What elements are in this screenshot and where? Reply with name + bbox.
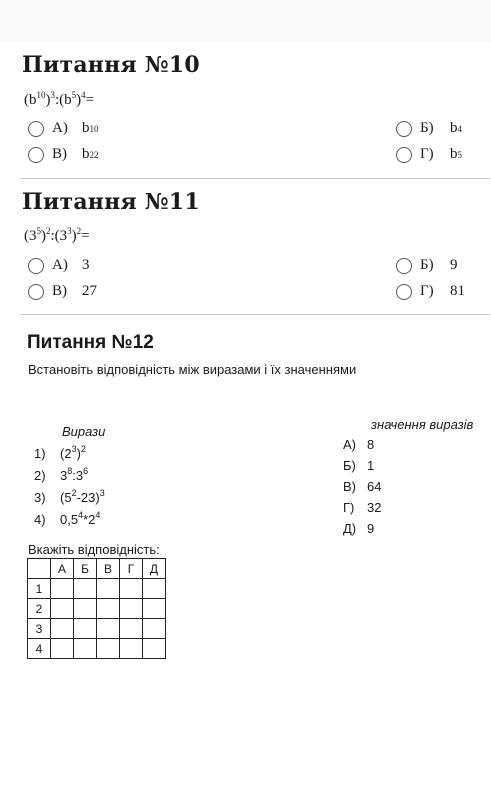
table-row xyxy=(28,639,166,659)
question-12-instruction: Встановіть відповідність між виразами і їх значеннями xyxy=(28,362,357,377)
answer-cell[interactable] xyxy=(97,579,120,599)
answer-cell[interactable] xyxy=(120,599,143,619)
expr-part: :(3 xyxy=(50,228,68,244)
option-letter: А) xyxy=(52,120,68,136)
expr-part: ) xyxy=(45,92,51,108)
option-base: b xyxy=(82,120,90,136)
option-letter: Г) xyxy=(420,283,434,299)
option-letter: В) xyxy=(52,283,67,299)
table-row xyxy=(28,599,166,619)
expr-exponent: 5 xyxy=(71,90,77,100)
q10-option-g[interactable]: Г) b 5 xyxy=(396,146,462,163)
table-row xyxy=(28,619,166,639)
value-row xyxy=(343,479,381,494)
answer-cell[interactable] xyxy=(143,619,166,639)
expr-exponent: 4 xyxy=(81,90,86,100)
expression-row xyxy=(34,490,105,505)
expression-number: 1) xyxy=(34,446,46,461)
answer-cell[interactable] xyxy=(51,579,74,599)
expr-exponent: 4 xyxy=(95,510,101,520)
expr-part: (2 xyxy=(60,446,72,461)
divider xyxy=(20,314,490,315)
table-corner-cell xyxy=(28,559,51,579)
expression xyxy=(60,490,105,505)
q11-option-b[interactable] xyxy=(396,257,458,274)
answer-cell[interactable] xyxy=(74,579,97,599)
question-12-title: Питання №12 xyxy=(27,332,154,353)
answer-cell[interactable] xyxy=(120,619,143,639)
value-letter: В) xyxy=(343,479,356,494)
value-letter: А) xyxy=(343,437,356,452)
answer-cell[interactable] xyxy=(120,639,143,659)
expr-exponent: 2 xyxy=(80,444,86,454)
expr-exponent: 2 xyxy=(76,226,82,236)
q10-option-b[interactable]: Б) b 4 xyxy=(396,120,462,137)
option-value: 3 xyxy=(82,257,90,273)
expr-exponent: 3 xyxy=(99,488,105,498)
option-letter: Б) xyxy=(420,257,434,273)
expr-part: -23) xyxy=(76,490,100,505)
radio-circle-icon[interactable] xyxy=(28,147,44,163)
table-header-cell: Д xyxy=(143,559,166,579)
table-header-cell: В xyxy=(97,559,120,579)
answer-cell[interactable] xyxy=(143,599,166,619)
expression-number: 4) xyxy=(34,512,46,527)
answer-cell[interactable] xyxy=(74,619,97,639)
radio-circle-icon[interactable] xyxy=(396,121,412,137)
radio-circle-icon[interactable] xyxy=(28,258,44,274)
expression-row xyxy=(34,468,88,483)
value-row xyxy=(343,437,374,452)
expression xyxy=(60,512,100,527)
radio-circle-icon[interactable] xyxy=(396,147,412,163)
table-header-cell: Б xyxy=(74,559,97,579)
expr-part: (b xyxy=(24,92,37,108)
expression xyxy=(60,446,86,461)
answer-table xyxy=(27,558,166,659)
value-number: 32 xyxy=(367,500,382,515)
question-11-title: Питання №11 xyxy=(22,189,200,215)
expr-part: = xyxy=(81,228,90,244)
answer-cell[interactable] xyxy=(120,579,143,599)
expr-exponent: 8 xyxy=(67,466,73,476)
expr-part: (3 xyxy=(24,228,37,244)
expr-exponent: 6 xyxy=(83,466,89,476)
option-letter: Б) xyxy=(420,120,434,136)
expr-part: (5 xyxy=(60,490,72,505)
option-letter: А) xyxy=(52,257,68,273)
top-band xyxy=(0,0,491,42)
q11-option-a[interactable] xyxy=(28,257,90,274)
expr-part: = xyxy=(85,92,95,108)
q11-option-v[interactable] xyxy=(28,283,97,300)
expression-row xyxy=(34,512,100,527)
answer-cell[interactable] xyxy=(97,599,120,619)
values-header: значення виразів xyxy=(371,417,474,432)
value-letter: Г) xyxy=(343,500,355,515)
answer-cell[interactable] xyxy=(51,619,74,639)
expr-part: ) xyxy=(76,92,82,108)
value-row xyxy=(343,500,381,515)
value-letter: Б) xyxy=(343,458,356,473)
question-11-expression xyxy=(24,228,90,245)
question-10-expression xyxy=(24,92,94,109)
answer-cell[interactable] xyxy=(74,599,97,619)
expression-row xyxy=(34,446,86,461)
option-letter: Г) xyxy=(420,146,434,162)
option-value: 9 xyxy=(450,257,458,273)
option-base: b xyxy=(450,120,458,136)
radio-circle-icon[interactable] xyxy=(28,284,44,300)
value-letter: Д) xyxy=(343,521,357,536)
expr-part: ) xyxy=(71,228,77,244)
table-row-label: 4 xyxy=(28,639,51,659)
expression xyxy=(60,468,88,483)
expressions-header: Вирази xyxy=(62,424,106,439)
answer-cell[interactable] xyxy=(97,639,120,659)
radio-circle-icon[interactable] xyxy=(28,121,44,137)
option-base: b xyxy=(82,146,90,162)
table-row-label: 1 xyxy=(28,579,51,599)
value-number: 1 xyxy=(367,458,375,473)
table-header-cell: Г xyxy=(120,559,143,579)
expr-part: :(b xyxy=(55,92,72,108)
expr-exponent: 3 xyxy=(71,444,77,454)
value-row xyxy=(343,458,374,473)
answer-cell[interactable] xyxy=(143,639,166,659)
table-header-cell: А xyxy=(51,559,74,579)
expr-exponent: 4 xyxy=(78,510,84,520)
expr-part: ) xyxy=(41,228,46,244)
answer-cell[interactable] xyxy=(51,639,74,659)
expression-number: 2) xyxy=(34,468,46,483)
q10-option-a[interactable]: А) b 10 xyxy=(28,120,99,137)
q10-option-v[interactable]: В) b 22 xyxy=(28,146,99,163)
answer-label: Вкажіть відповідність: xyxy=(28,542,160,557)
radio-circle-icon[interactable] xyxy=(396,258,412,274)
radio-circle-icon[interactable] xyxy=(396,284,412,300)
value-number: 9 xyxy=(367,521,375,536)
expr-exponent: 10 xyxy=(36,90,46,100)
answer-cell[interactable] xyxy=(97,619,120,639)
question-10-title: Питання №10 xyxy=(22,52,200,78)
answer-cell[interactable] xyxy=(74,639,97,659)
expr-part: :3 xyxy=(72,468,84,483)
value-row xyxy=(343,521,374,536)
expr-exponent: 2 xyxy=(46,226,51,236)
q11-option-g[interactable] xyxy=(396,283,465,300)
option-base: b xyxy=(450,146,458,162)
expr-part: ) xyxy=(76,446,81,461)
option-letter: В) xyxy=(52,146,67,162)
expr-exponent: 3 xyxy=(67,226,72,236)
expr-exponent: 2 xyxy=(71,488,77,498)
answer-cell[interactable] xyxy=(143,579,166,599)
answer-cell[interactable] xyxy=(51,599,74,619)
table-row xyxy=(28,579,166,599)
expr-part: 0,5 xyxy=(60,512,79,527)
expr-exponent: 3 xyxy=(50,90,55,100)
table-header-row xyxy=(28,559,166,579)
option-value: 81 xyxy=(450,283,465,299)
divider xyxy=(20,178,490,179)
value-number: 8 xyxy=(367,437,375,452)
expr-part: 3 xyxy=(60,468,68,483)
table-row-label: 3 xyxy=(28,619,51,639)
expr-part: *2 xyxy=(83,512,96,527)
expr-exponent: 5 xyxy=(36,226,41,236)
option-value: 27 xyxy=(82,283,97,299)
value-number: 64 xyxy=(367,479,382,494)
table-row-label: 2 xyxy=(28,599,51,619)
expression-number: 3) xyxy=(34,490,46,505)
